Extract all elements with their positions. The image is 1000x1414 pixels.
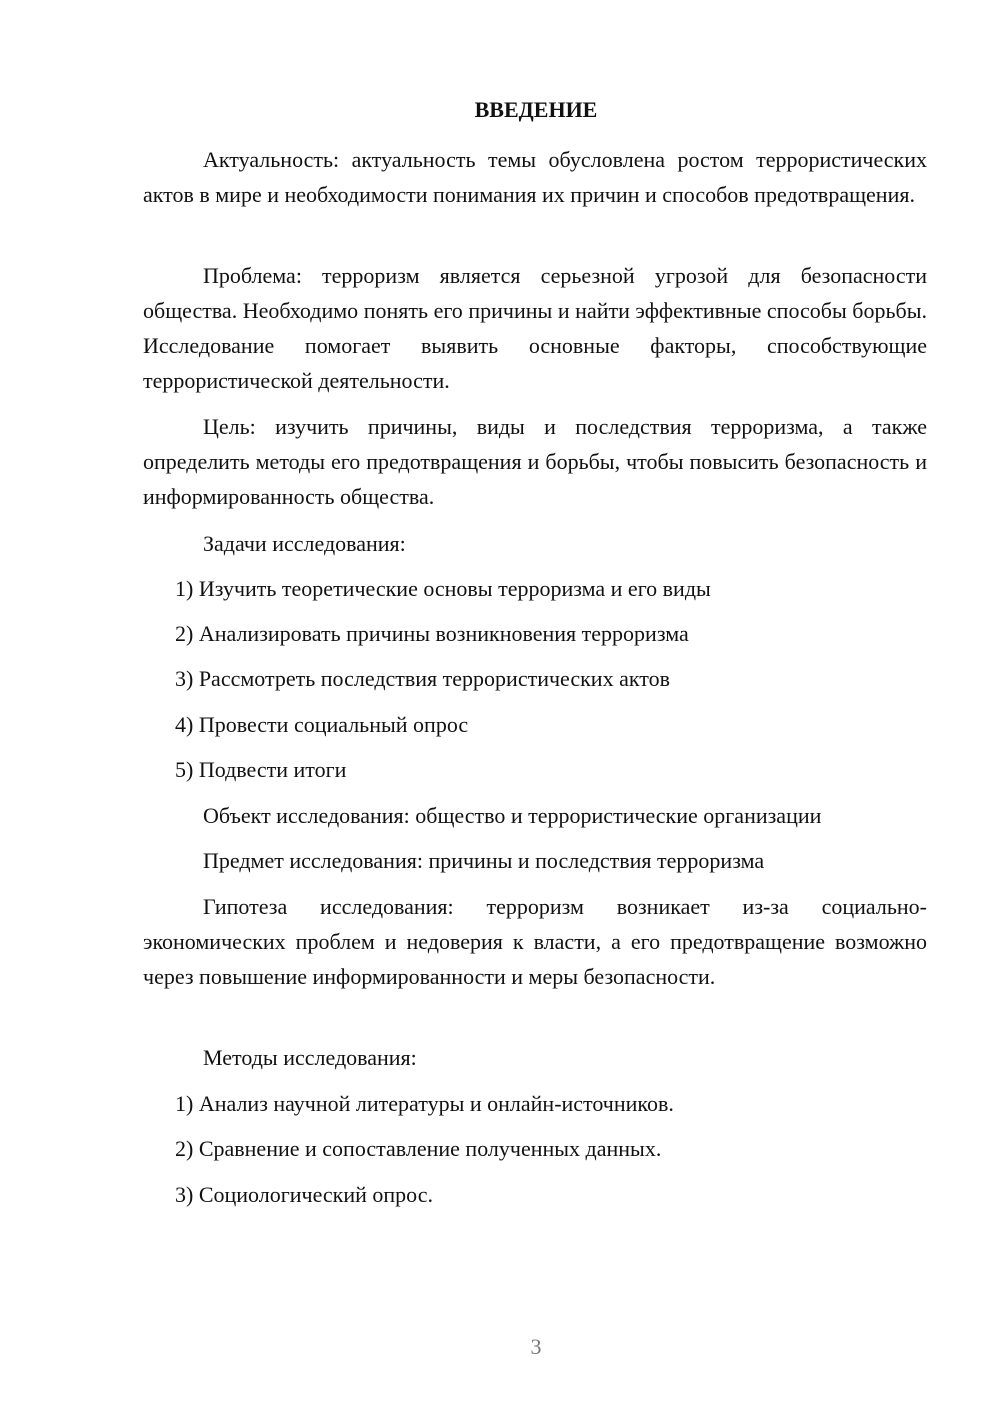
method-item: 2) Сравнение и сопоставление полученных данных.: [175, 1136, 662, 1161]
method-item: 1) Анализ научной литературы и онлайн-источников.: [175, 1091, 674, 1116]
methods-heading: Методы исследования:: [203, 1045, 417, 1070]
problem-paragraph: Проблема: терроризм является серьезной угрозой для безопасности общества. Необходимо понять его причины и найти эффективные способы борьбы. Исследование помогает выявить основные факторы, способствующие террористической деятельности.: [143, 263, 927, 393]
relevance-paragraph: Актуальность: актуальность темы обусловлена ростом террористических актов в мире и необходимости понимания их причин и способов предотвращения.: [143, 147, 927, 207]
hypothesis-paragraph: Гипотеза исследования: терроризм возникает из-за социально-экономических проблем и недоверия к власти, а его предотвращение возможно через повышение информированности и меры безопасности.: [143, 894, 927, 989]
task-item: 3) Рассмотреть последствия террористических актов: [175, 666, 670, 691]
task-item: 5) Подвести итоги: [175, 757, 347, 782]
task-item: 4) Провести социальный опрос: [175, 712, 469, 737]
task-item: 2) Анализировать причины возникновения терроризма: [175, 621, 689, 646]
method-item: 3) Социологический опрос.: [175, 1182, 433, 1207]
task-item: 1) Изучить теоретические основы терроризма и его виды: [175, 576, 711, 601]
tasks-heading: Задачи исследования:: [203, 531, 406, 556]
page-number: 3: [530, 1334, 542, 1359]
object-line: Объект исследования: общество и террористические организации: [203, 803, 822, 828]
section-title: ВВЕДЕНИЕ: [474, 97, 598, 122]
subject-line: Предмет исследования: причины и последствия терроризма: [203, 848, 765, 873]
goal-paragraph: Цель: изучить причины, виды и последствия терроризма, а также определить методы его предотвращения и борьбы, чтобы повысить безопасность и информированность общества.: [143, 414, 927, 509]
